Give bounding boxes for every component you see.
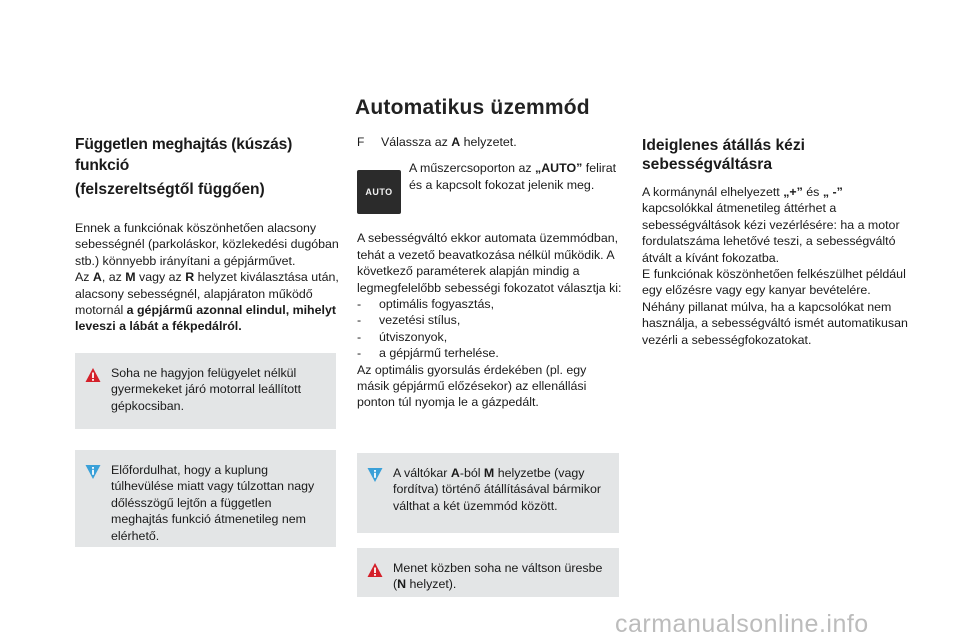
manual-override-paragraph: A kormánynál elhelyezett „+” és „ -” kapcsolókkal átmenetileg áttérhet a sebességváltások kézi vezérlésére: ha a motor fordulatszáma lehetővé teszi, a sebességváltó átvált a kívánt fokozatba.: [642, 185, 900, 265]
select-a-instruction: [357, 134, 622, 150]
creep-detail-paragraph: Az A, az M vagy az R helyzet kiválasztása után, alacsony sebességnél, alapjáraton működő motornál a gépjármű azonnal elindul, mihelyt leveszi a lábát a fékpedálról.: [75, 270, 339, 334]
auto-indicator-row: [357, 160, 622, 214]
creep-intro-paragraph: Ennek a funkciónak köszönhetően alacsony sebességnél (parkoláskor, közlekedési dugóban stb.) könnyebb irányítani a gépjárművet.: [75, 221, 339, 268]
creep-function-heading: Független meghajtás (kúszás) funkció: [75, 136, 293, 174]
parameter-list: [357, 296, 622, 362]
middle-column: [357, 134, 622, 411]
info-box-clutch: [75, 450, 336, 547]
list-item: - útviszonyok,: [357, 329, 448, 344]
warning-icon: [367, 562, 383, 578]
warning-box-neutral: [357, 548, 619, 597]
list-item: - a gépjármű terhelése.: [357, 346, 499, 361]
auto-mode-paragraph: A sebességváltó ekkor automata üzemmódban, tehát a vezető beavatkozása nélkül működik. A következő paraméterek alapján mindig a legmegfelelőbb sebességi fokozatot választja ki:: [357, 231, 622, 295]
info-text-mode-switch: A váltókar A-ból M helyzetbe (vagy fordítva) történő átállításával bármikor válthat a két üzemmód között.: [393, 466, 601, 513]
page-title: Automatikus üzemmód: [355, 96, 590, 119]
return-auto-paragraph: Néhány pillanat múlva, ha a kapcsolókat nem használja, a sebességváltó ismét automatikusan vezérli a sebességfokozatokat.: [642, 299, 908, 347]
acceleration-paragraph: Az optimális gyorsulás érdekében (pl. egy másik gépjármű előzésekor) az ellenállási ponton túl nyomja le a gázpedált.: [357, 362, 587, 410]
info-icon: [367, 467, 383, 483]
right-column: [642, 134, 910, 348]
bullet-arrow-icon: F: [357, 135, 365, 149]
info-box-mode-switch: [357, 453, 619, 533]
warning-text-neutral: Menet közben soha ne váltson üresbe (N helyzet).: [393, 561, 603, 592]
overtaking-paragraph: E funkciónak köszönhetően felkészülhet például egy előzésre vagy egy kanyar bevételére.: [642, 267, 906, 298]
warning-text-children: Soha ne hagyjon felügyelet nélkül gyermekeket járó motorral leállított gépkocsiban.: [111, 366, 302, 413]
creep-function-subheading: (felszereltségtől függően): [75, 181, 265, 198]
watermark: carmanualsonline.info: [615, 610, 869, 638]
info-text-clutch: Előfordulhat, hogy a kuplung túlhevülése miatt vagy túlzottan nagy dőlésszögű lejtőn a független meghajtás funkció átmenetileg nem elérhető.: [111, 463, 315, 543]
select-a-text: Válassza az A helyzetet.: [381, 135, 517, 149]
auto-display-icon: AUTO: [357, 170, 401, 214]
info-icon: [85, 464, 101, 480]
warning-icon: [85, 367, 101, 383]
list-item: - vezetési stílus,: [357, 313, 461, 328]
left-column: [75, 134, 340, 335]
manual-override-heading: Ideiglenes átállás kézi sebességváltásra: [642, 137, 805, 173]
auto-indicator-description: A műszercsoporton az „AUTO” felirat és a kapcsolt fokozat jelenik meg.: [409, 161, 617, 192]
list-item: - optimális fogyasztás,: [357, 297, 495, 312]
warning-box-children: [75, 353, 336, 429]
